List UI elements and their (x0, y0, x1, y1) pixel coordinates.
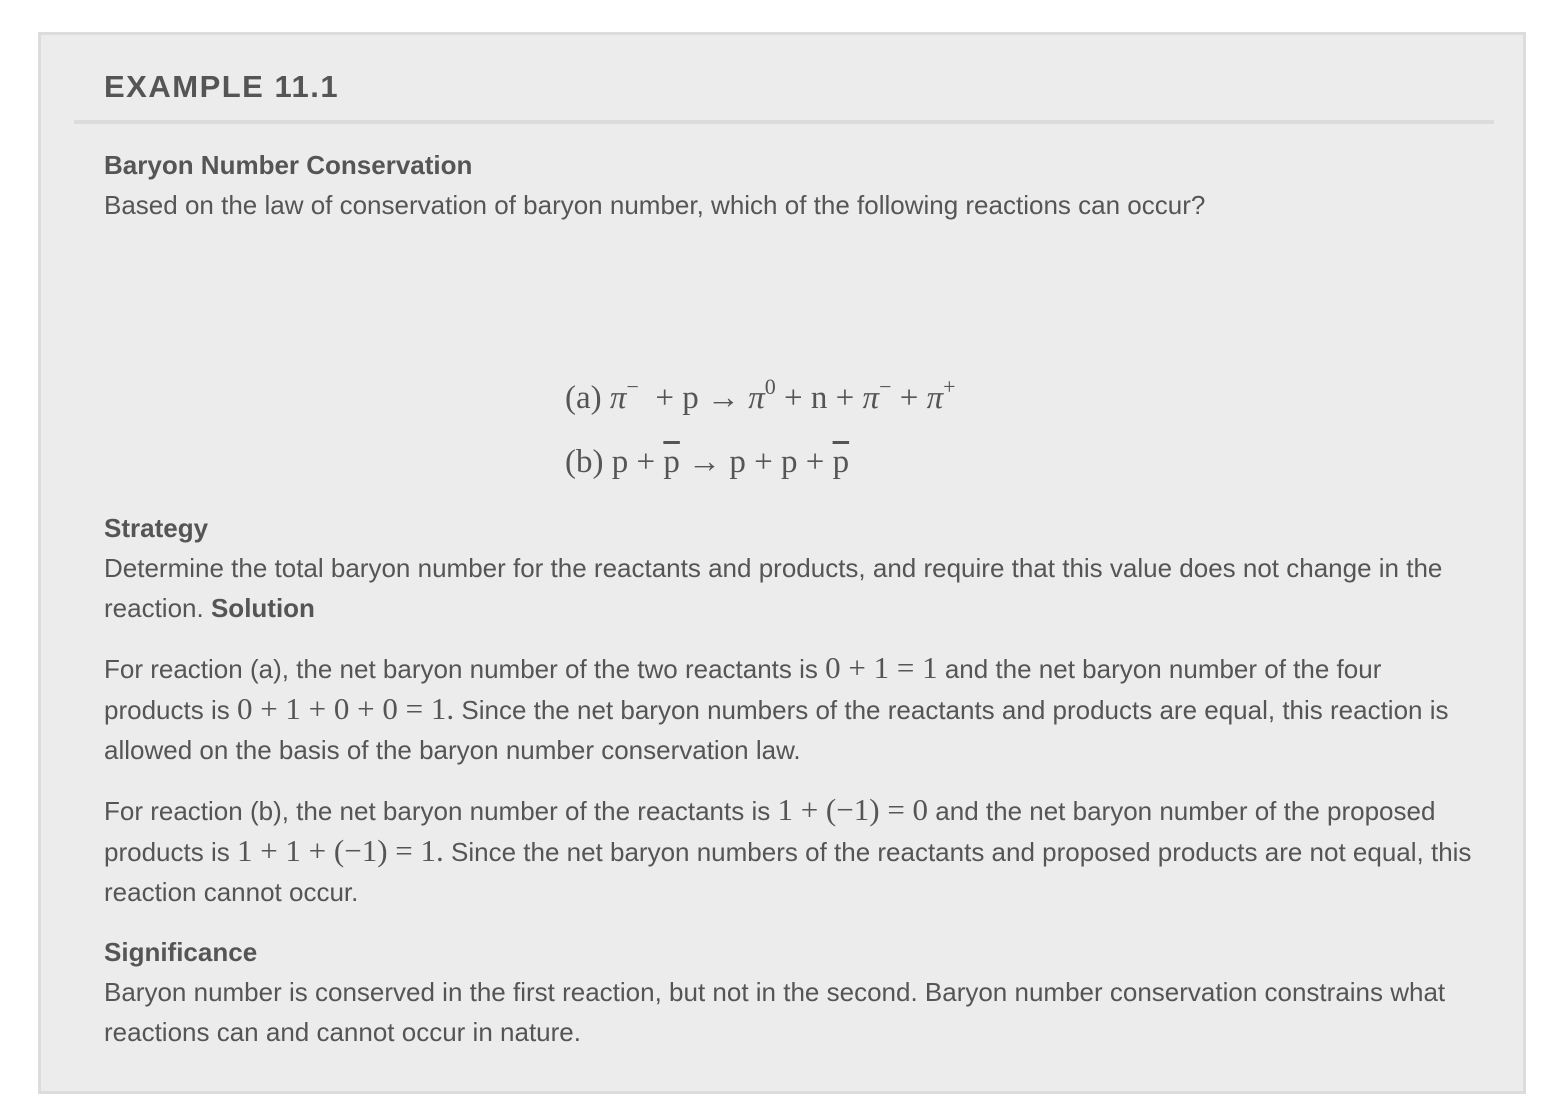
equation-a: (a) $\pi^- + p \to \pi^0 + n + \pi^- + \pi^+$ (565, 374, 956, 416)
reaction-equations (565, 366, 1474, 494)
math-expression: 1 + (−1) = 0 (777, 792, 929, 827)
text: For reaction (a), the net baryon number of the two reactants is (104, 654, 826, 684)
text: and the net baryon number of the four products is (104, 654, 1382, 725)
example-content (104, 145, 1474, 1052)
example-box (38, 32, 1526, 1094)
significance-text: Baryon number is conserved in the first reaction, but not in the second. Baryon number conservation constrains what reactions can and cannot occur in nature. (104, 977, 1446, 1047)
text: Since the net baryon numbers of the reactants and proposed products are not equal, this reaction cannot occur. (104, 837, 1472, 907)
strategy-text (104, 548, 1474, 628)
example-title: EXAMPLE 11.1 (104, 69, 340, 104)
math-expression: 1 + 1 + (−1) = 1. (236, 833, 444, 868)
equation-label: (a) (565, 380, 602, 416)
example-question: Based on the law of conservation of baryon number, which of the following reactions can occur? (104, 190, 1206, 220)
strategy-section (104, 508, 1474, 628)
significance-section (104, 932, 1474, 1052)
math-expression: 0 + 1 = 1 (825, 650, 938, 685)
text: Since the net baryon numbers of the reactants and products are equal, this reaction is allowed on the basis of the baryon number conservation law. (104, 695, 1449, 765)
strategy-heading: Strategy (104, 513, 209, 543)
significance-heading: Significance (104, 937, 258, 967)
solution-paragraph-a (104, 648, 1474, 770)
solution-paragraph-b (104, 790, 1474, 912)
equation-label: (b) (565, 444, 604, 480)
title-divider (74, 120, 1494, 124)
solution-label: Solution (210, 593, 315, 623)
equation-b: (b) $p + \overline{p} \to p + p + \overline{p}$ (565, 444, 850, 480)
text: and the net baryon number of the proposed products is (104, 796, 1436, 867)
example-heading: Baryon Number Conservation (104, 150, 473, 180)
math-expression: 0 + 1 + 0 + 0 = 1. (236, 691, 455, 726)
strategy-body: Determine the total baryon number for the reactants and products, and require that this value does not change in the reaction. (104, 553, 1443, 623)
text: For reaction (b), the net baryon number of the reactants is (104, 796, 778, 826)
